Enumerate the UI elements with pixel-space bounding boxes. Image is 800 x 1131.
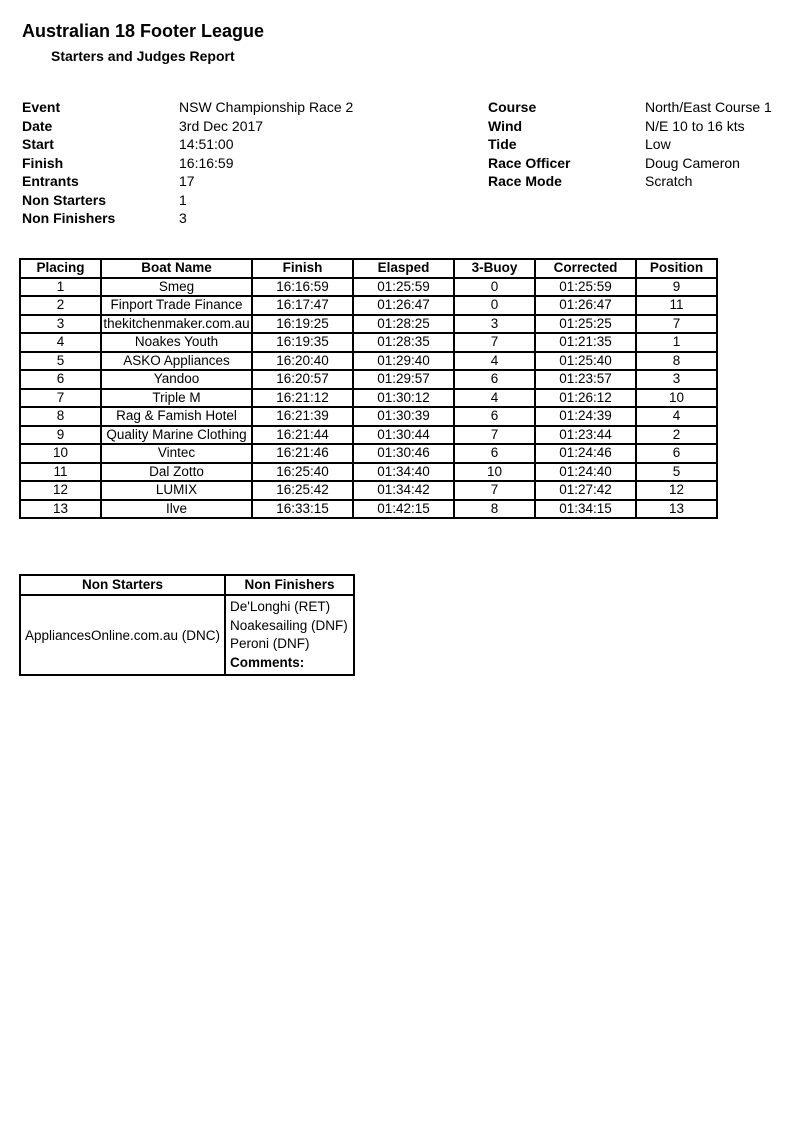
cell-placing: 1 [20,278,101,297]
starters-header-row [20,575,354,595]
cell-corrected: 01:23:44 [535,426,636,445]
cell-placing: 4 [20,333,101,352]
cell-finish: 16:21:44 [252,426,353,445]
report-subtitle: Starters and Judges Report [51,48,235,64]
info-row-non-starters [22,191,353,210]
info-row-finish [22,154,353,173]
non-finishers-cell [225,595,354,675]
info-label: Race Officer [488,154,571,171]
comments-label: Comments: [230,654,305,670]
cell-placing: 6 [20,370,101,389]
column-header-finish: Finish [252,259,353,278]
info-label: Tide [488,136,517,152]
table-row [20,481,717,500]
info-label: Event [22,99,61,115]
cell-corrected: 01:23:57 [535,370,636,389]
column-header-non-starters: Non Starters [20,575,225,595]
info-row-tide [488,135,772,154]
cell-position: 1 [636,333,717,352]
cell-position: 6 [636,444,717,463]
cell-elapsed: 01:34:40 [353,463,454,482]
info-value: Low [645,136,671,152]
non-finisher-item: Noakesailing (DNF) [230,617,348,633]
info-label: Finish [22,154,64,171]
cell-corrected: 01:27:42 [535,481,636,500]
info-row-race-officer [488,154,772,173]
cell-placing: 11 [20,463,101,482]
cell-corrected: 01:25:25 [535,315,636,334]
cell-finish: 16:17:47 [252,296,353,315]
cell-elapsed: 01:28:25 [353,315,454,334]
cell-3-buoy: 8 [454,500,535,519]
info-value: 16:16:59 [179,154,234,171]
cell-boat-name: Vintec [101,444,252,463]
cell-placing: 2 [20,296,101,315]
cell-placing: 5 [20,352,101,371]
cell-3-buoy: 6 [454,444,535,463]
cell-placing: 13 [20,500,101,519]
cell-3-buoy: 7 [454,426,535,445]
non-finisher-item: Peroni (DNF) [230,636,310,651]
info-label: Non Finishers [22,210,116,226]
cell-position: 10 [636,389,717,408]
cell-elapsed: 01:30:39 [353,407,454,426]
info-value: 17 [179,173,195,189]
cell-3-buoy: 7 [454,481,535,500]
cell-elapsed: 01:29:40 [353,352,454,371]
cell-3-buoy: 3 [454,315,535,334]
column-header-elapsed: Elasped [353,259,454,278]
cell-boat-name: thekitchenmaker.com.au [101,315,252,334]
info-row-start [22,135,353,154]
info-label: Start [22,136,54,152]
cell-corrected: 01:24:46 [535,444,636,463]
column-header-corrected: Corrected [535,259,636,278]
info-row-non-finishers [22,209,353,228]
non-finisher-item: De'Longhi (RET) [230,599,331,614]
table-row [20,352,717,371]
column-header-placing: Placing [20,259,101,278]
table-row [20,426,717,445]
cell-elapsed: 01:30:46 [353,444,454,463]
table-row [20,333,717,352]
info-row-race-mode [488,172,772,191]
cell-3-buoy: 0 [454,296,535,315]
cell-corrected: 01:25:40 [535,352,636,371]
cell-boat-name: Smeg [101,278,252,297]
table-row [20,370,717,389]
table-row [20,389,717,408]
cell-placing: 8 [20,407,101,426]
cell-3-buoy: 0 [454,278,535,297]
info-value: 3rd Dec 2017 [179,117,264,134]
info-row-event [22,98,353,117]
cell-finish: 16:20:40 [252,352,353,371]
starters-finishers-table [19,574,355,676]
table-row [20,278,717,297]
cell-boat-name: Ilve [101,500,252,519]
cell-boat-name: Dal Zotto [101,463,252,482]
cell-finish: 16:25:40 [252,463,353,482]
cell-finish: 16:33:15 [252,500,353,519]
table-row [20,407,717,426]
column-header-non-finishers: Non Finishers [225,575,354,595]
race-info-left [22,98,353,228]
info-label: Race Mode [488,173,562,189]
cell-elapsed: 01:30:44 [353,426,454,445]
cell-elapsed: 01:42:15 [353,500,454,519]
column-header-3-buoy: 3-Buoy [454,259,535,278]
column-header-boat-name: Boat Name [101,259,252,278]
info-value: 3 [179,210,187,226]
cell-position: 12 [636,481,717,500]
cell-boat-name: Finport Trade Finance [101,296,252,315]
info-row-date [22,117,353,136]
cell-finish: 16:20:57 [252,370,353,389]
cell-boat-name: Yandoo [101,370,252,389]
results-table [19,258,718,519]
info-value: N/E 10 to 16 kts [645,117,745,134]
cell-corrected: 01:26:47 [535,296,636,315]
info-row-course [488,98,772,117]
cell-3-buoy: 4 [454,389,535,408]
cell-position: 9 [636,278,717,297]
cell-boat-name: Triple M [101,389,252,408]
column-header-position: Position [636,259,717,278]
cell-elapsed: 01:29:57 [353,370,454,389]
info-value: North/East Course 1 [645,99,772,115]
cell-position: 5 [636,463,717,482]
cell-position: 11 [636,296,717,315]
cell-3-buoy: 10 [454,463,535,482]
cell-finish: 16:25:42 [252,481,353,500]
cell-3-buoy: 7 [454,333,535,352]
cell-3-buoy: 6 [454,370,535,389]
cell-elapsed: 01:28:35 [353,333,454,352]
info-value: Scratch [645,173,693,189]
cell-finish: 16:19:25 [252,315,353,334]
cell-position: 2 [636,426,717,445]
cell-placing: 3 [20,315,101,334]
cell-3-buoy: 6 [454,407,535,426]
info-value: NSW Championship Race 2 [179,99,354,115]
cell-finish: 16:21:12 [252,389,353,408]
table-row [20,296,717,315]
table-row [20,500,717,519]
info-label: Date [22,117,53,134]
info-label: Course [488,99,537,115]
non-starters-cell: AppliancesOnline.com.au (DNC) [20,595,225,675]
results-header-row [20,259,717,278]
cell-boat-name: Noakes Youth [101,333,252,352]
cell-finish: 16:21:39 [252,407,353,426]
cell-corrected: 01:25:59 [535,278,636,297]
cell-elapsed: 01:26:47 [353,296,454,315]
info-row-wind [488,117,772,136]
cell-elapsed: 01:34:42 [353,481,454,500]
cell-corrected: 01:24:40 [535,463,636,482]
cell-corrected: 01:26:12 [535,389,636,408]
cell-corrected: 01:21:35 [535,333,636,352]
cell-finish: 16:21:46 [252,444,353,463]
cell-placing: 12 [20,481,101,500]
cell-position: 3 [636,370,717,389]
info-value: Doug Cameron [645,154,740,171]
cell-finish: 16:19:35 [252,333,353,352]
info-label: Entrants [22,173,79,189]
table-row [20,315,717,334]
info-label: Non Starters [22,191,107,208]
cell-corrected: 01:34:15 [535,500,636,519]
cell-elapsed: 01:25:59 [353,278,454,297]
info-value: 1 [179,191,187,208]
cell-placing: 7 [20,389,101,408]
cell-boat-name: Rag & Famish Hotel [101,407,252,426]
cell-position: 8 [636,352,717,371]
info-label: Wind [488,117,523,134]
cell-boat-name: Quality Marine Clothing [101,426,252,445]
cell-position: 13 [636,500,717,519]
cell-corrected: 01:24:39 [535,407,636,426]
report-title: Australian 18 Footer League [22,21,265,41]
cell-3-buoy: 4 [454,352,535,371]
cell-boat-name: ASKO Appliances [101,352,252,371]
cell-finish: 16:16:59 [252,278,353,297]
info-row-entrants [22,172,353,191]
cell-boat-name: LUMIX [101,481,252,500]
info-value: 14:51:00 [179,136,234,152]
cell-placing: 9 [20,426,101,445]
cell-position: 7 [636,315,717,334]
table-row [20,444,717,463]
cell-position: 4 [636,407,717,426]
table-row [20,463,717,482]
race-info-right [488,98,772,191]
cell-placing: 10 [20,444,101,463]
starters-body-row [20,595,354,675]
cell-elapsed: 01:30:12 [353,389,454,408]
